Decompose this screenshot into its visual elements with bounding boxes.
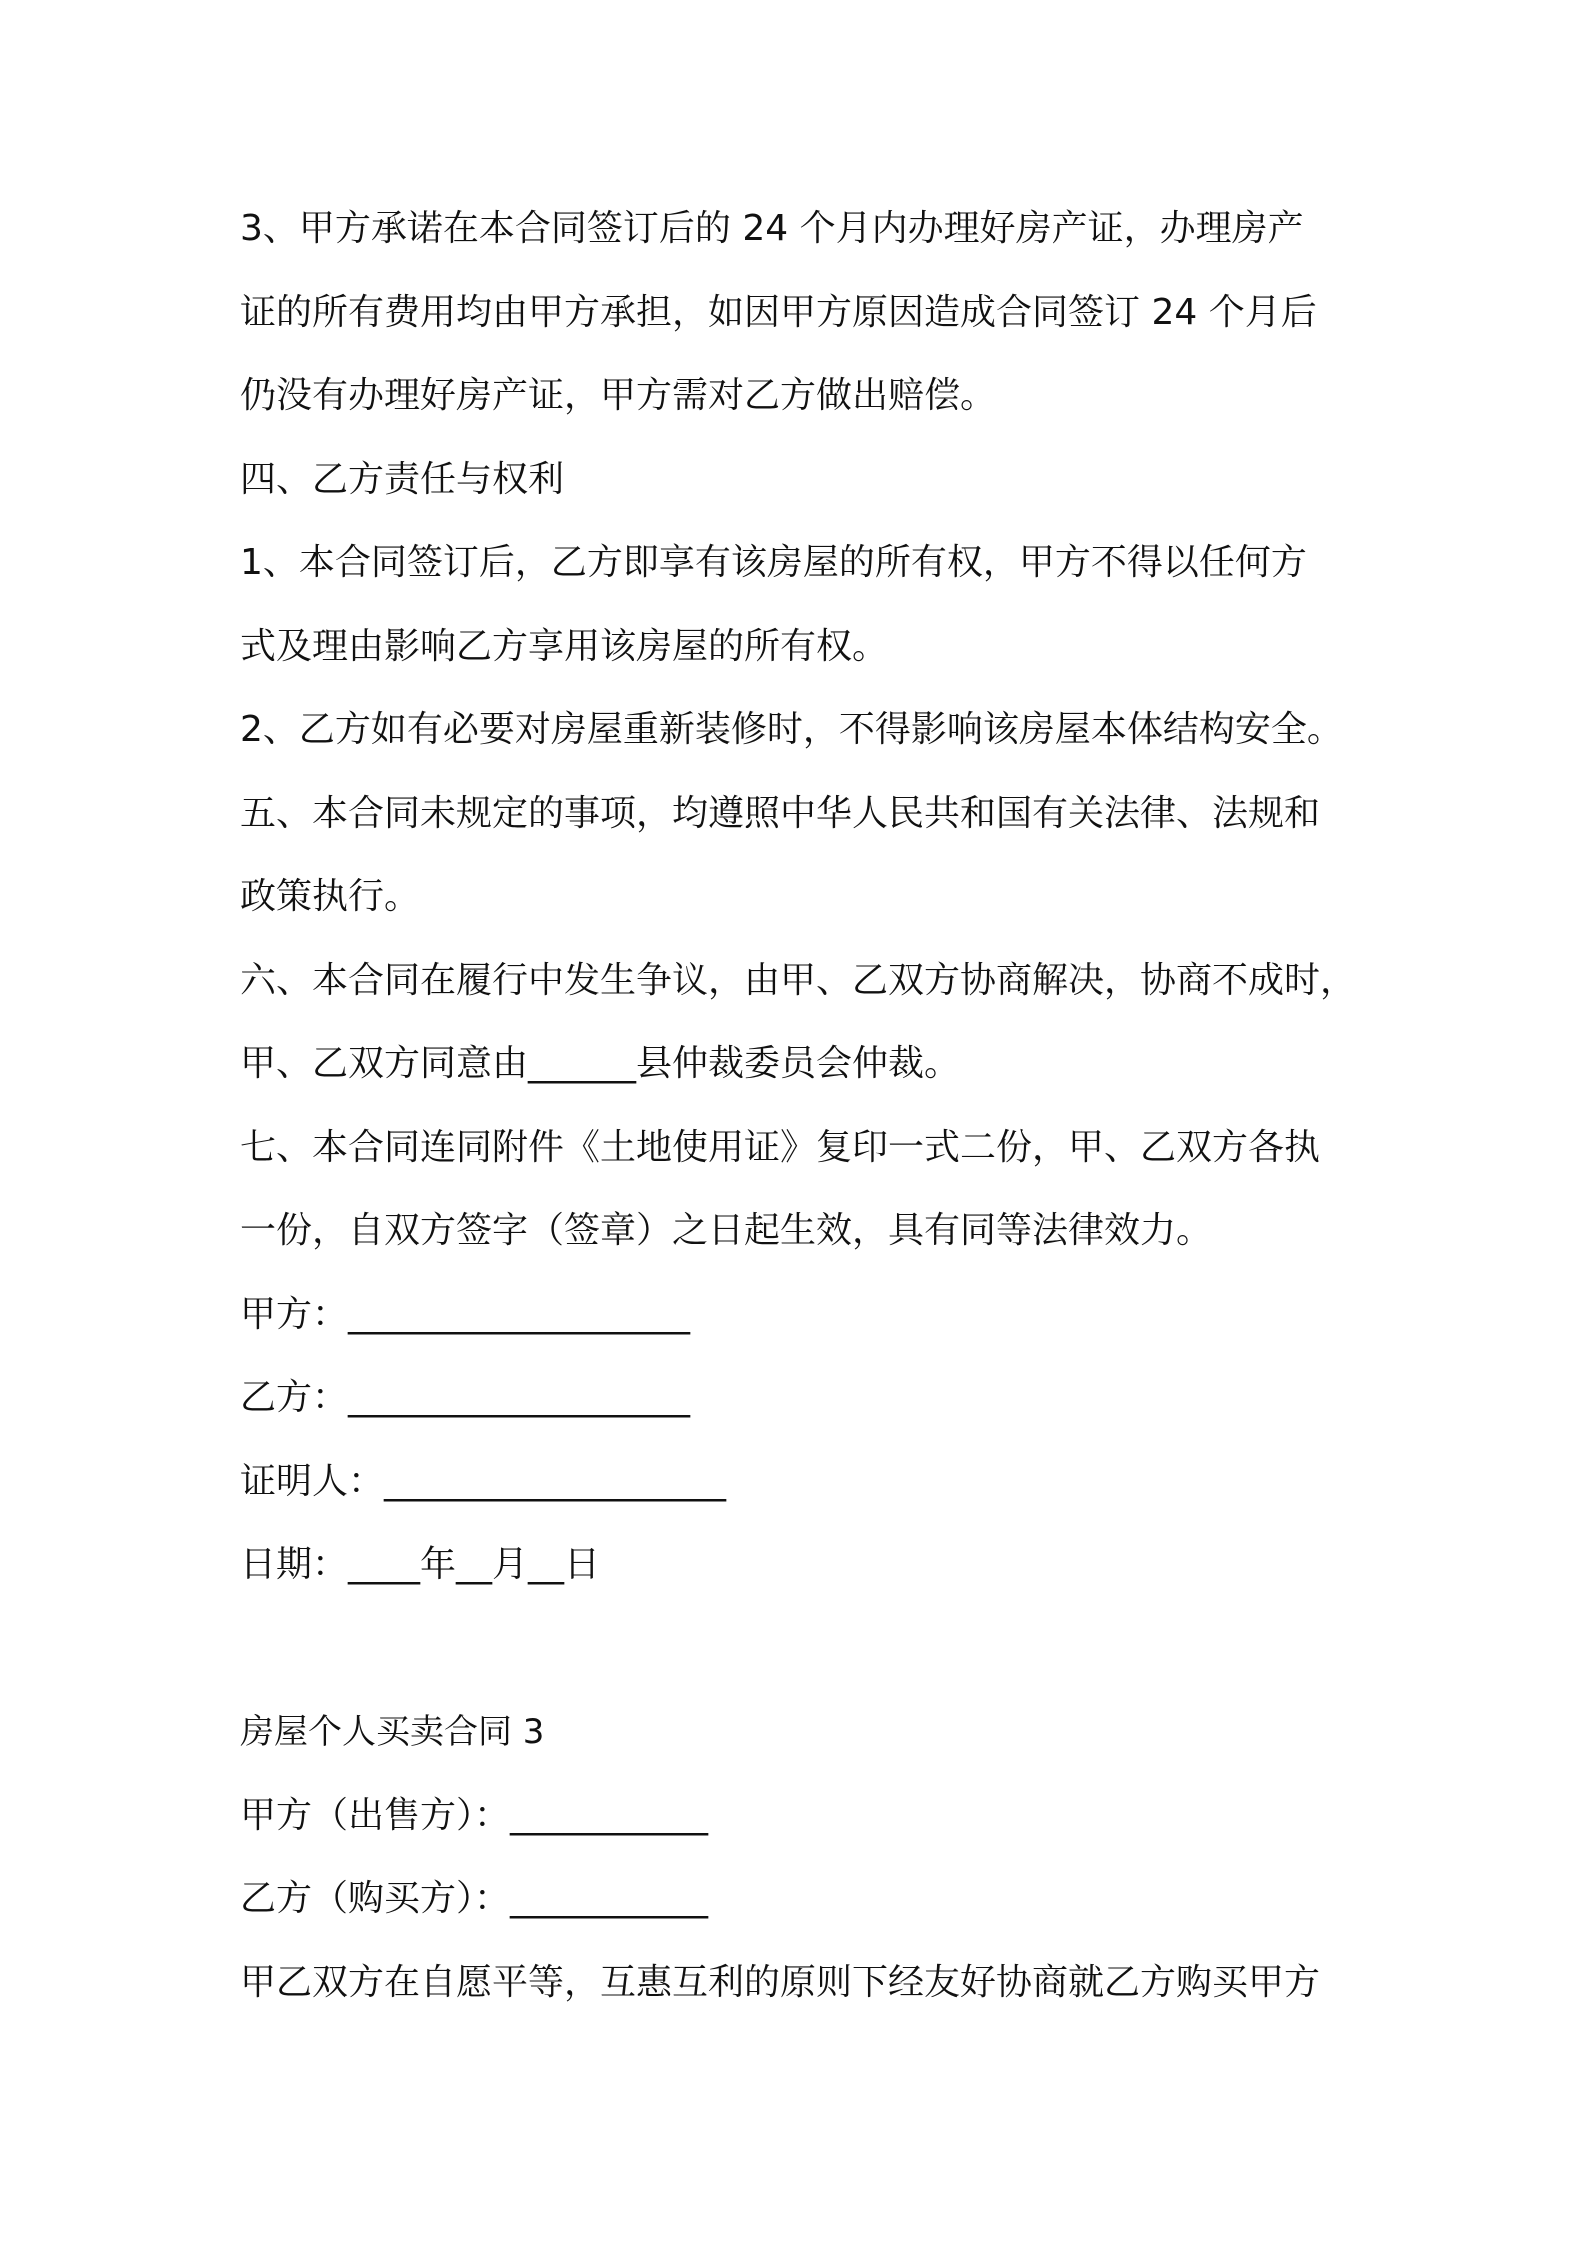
section-5-line-1: 五、本合同未规定的事项，均遵照中华人民共和国有关法律、法规和 [240, 793, 1321, 834]
party-a-signature-line: 甲方：___________________ [240, 1294, 691, 1335]
section-4-clause-2: 2、乙方如有必要对房屋重新装修时，不得影响该房屋本体结构安全。 [240, 709, 1343, 750]
clause-3-line-2: 证的所有费用均由甲方承担，如因甲方原因造成合同签订 24 个月后 [240, 292, 1317, 333]
witness-signature-line: 证明人：___________________ [240, 1461, 727, 1502]
contract-3-title: 房屋个人买卖合同 3 [240, 1712, 545, 1752]
section-7-line-1: 七、本合同连同附件《土地使用证》复印一式二份，甲、乙双方各执 [240, 1127, 1321, 1168]
section-7-line-2: 一份，自双方签字（签章）之日起生效，具有同等法律效力。 [240, 1210, 1213, 1251]
section-6-line-1: 六、本合同在履行中发生争议，由甲、乙双方协商解决，协商不成时， [240, 960, 1357, 1001]
buyer-line: 乙方（购买方）：___________ [240, 1878, 709, 1919]
section-5-line-2: 政策执行。 [240, 876, 421, 917]
section-4-clause-1-line-1: 1、本合同签订后，乙方即享有该房屋的所有权，甲方不得以任何方 [240, 542, 1307, 583]
section-4-heading: 四、乙方责任与权利 [240, 459, 565, 500]
contract-3-intro-line: 甲乙双方在自愿平等，互惠互利的原则下经友好协商就乙方购买甲方 [240, 1962, 1321, 2003]
clause-3-line-1: 3、甲方承诺在本合同签订后的 24 个月内办理好房产证，办理房产 [240, 208, 1304, 249]
party-b-signature-line: 乙方：___________________ [240, 1377, 691, 1418]
clause-3-line-3: 仍没有办理好房产证，甲方需对乙方做出赔偿。 [240, 375, 997, 416]
date-line: 日期：____年__月__日 [240, 1544, 601, 1585]
section-6-line-2: 甲、乙双方同意由______县仲裁委员会仲裁。 [240, 1043, 961, 1084]
seller-line: 甲方（出售方）：___________ [240, 1795, 709, 1836]
section-4-clause-1-line-2: 式及理由影响乙方享用该房屋的所有权。 [240, 626, 889, 667]
